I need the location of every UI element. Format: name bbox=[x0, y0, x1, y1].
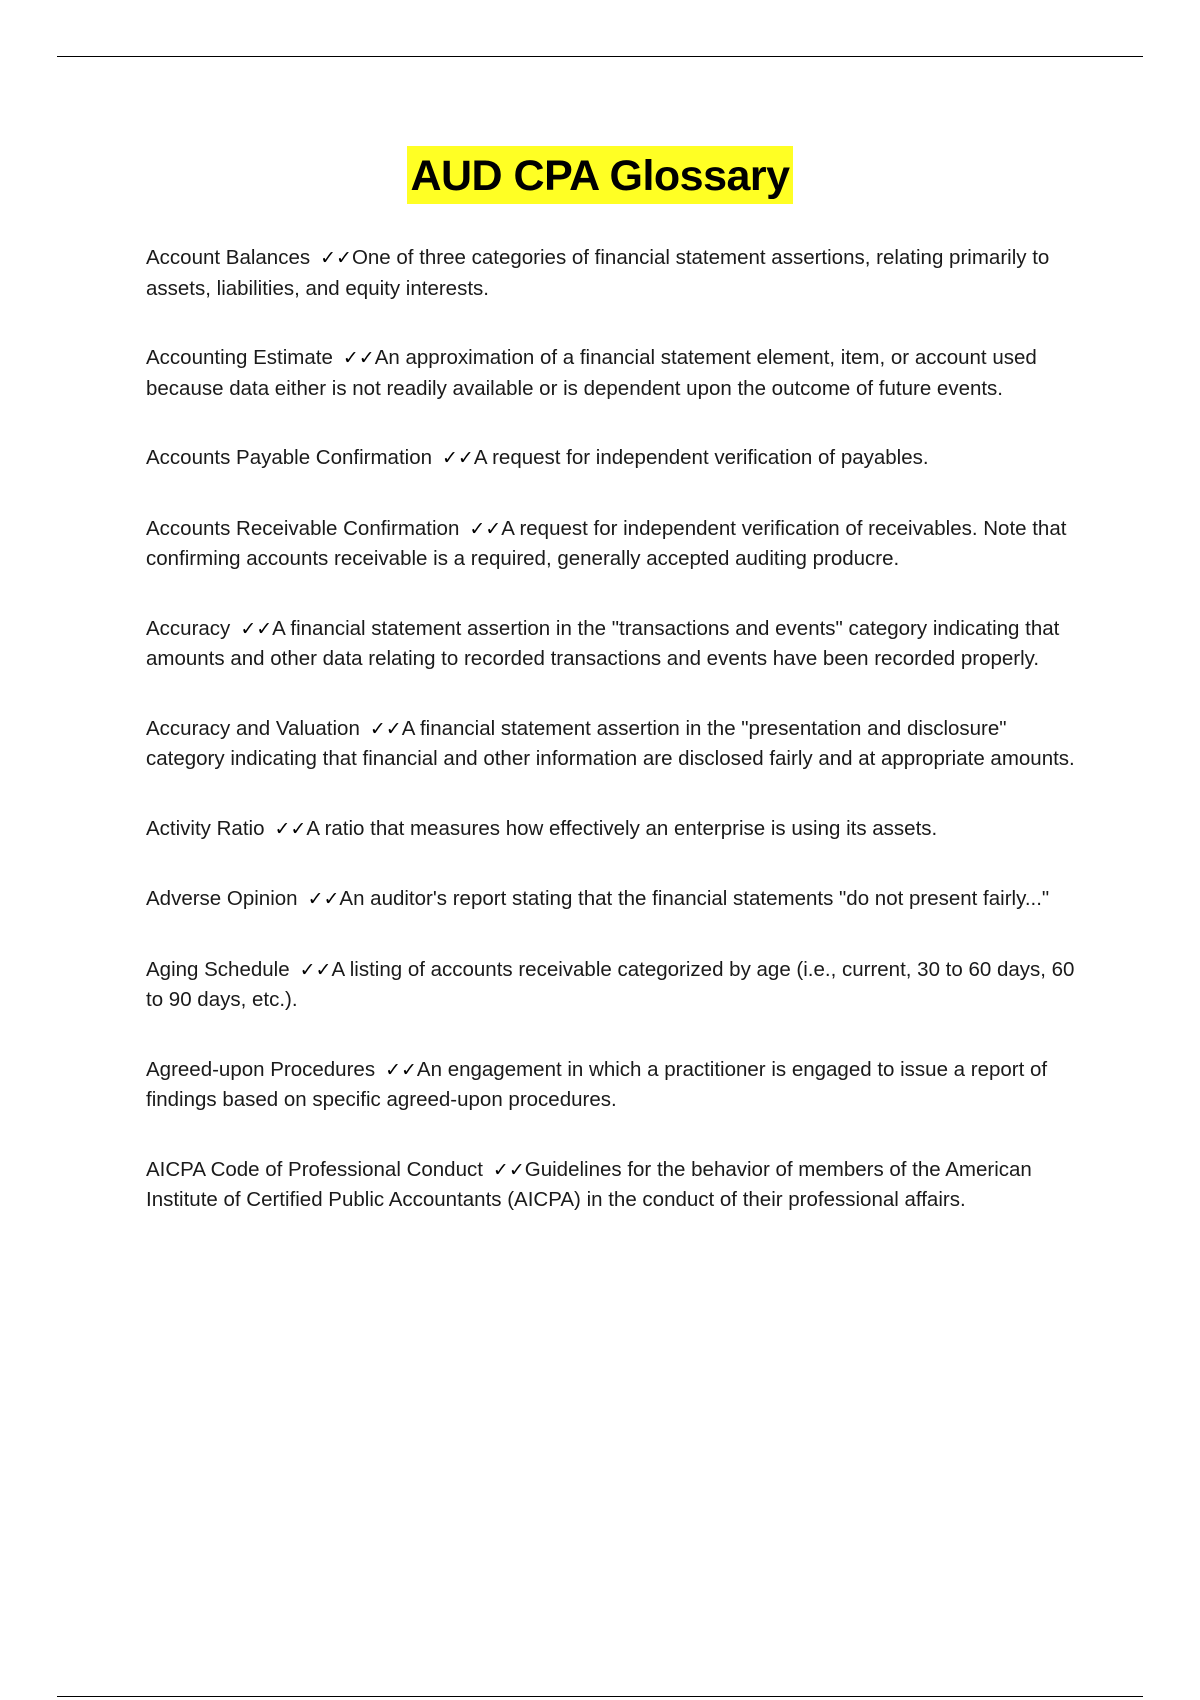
glossary-entry bbox=[146, 514, 1086, 574]
glossary-entry bbox=[146, 243, 1086, 303]
glossary-entry bbox=[146, 884, 1086, 915]
double-check-icon: ✓✓ bbox=[492, 1158, 525, 1181]
glossary-definition: Guidelines for the behavior of members of the American Institute of Certified Public Accountants (AICPA) in the conduct of their professional affairs. bbox=[146, 1157, 1032, 1211]
bottom-divider bbox=[57, 1696, 1143, 1697]
glossary-entry bbox=[146, 614, 1086, 674]
double-check-icon: ✓✓ bbox=[469, 517, 502, 540]
glossary-entry bbox=[146, 714, 1086, 774]
glossary-list bbox=[146, 243, 1086, 1255]
double-check-icon: ✓✓ bbox=[299, 958, 332, 981]
double-check-icon: ✓✓ bbox=[342, 347, 375, 369]
glossary-term: Aging Schedule bbox=[146, 957, 290, 981]
glossary-definition: An approximation of a financial statement element, item, or account used because data either is not readily available or is dependent upon the outcome of future events. bbox=[146, 346, 1037, 400]
glossary-entry bbox=[146, 443, 1086, 474]
glossary-term: Adverse Opinion bbox=[146, 887, 298, 910]
glossary-term: Accuracy bbox=[146, 616, 231, 640]
glossary-term: Accuracy and Valuation bbox=[146, 716, 360, 740]
glossary-term: AICPA Code of Professional Conduct bbox=[146, 1157, 483, 1181]
glossary-definition: One of three categories of financial statement assertions, relating primarily to assets, liabilities, and equity interests. bbox=[146, 246, 1050, 300]
double-check-icon: ✓✓ bbox=[307, 888, 340, 910]
glossary-definition: A ratio that measures how effectively an enterprise is using its assets. bbox=[306, 816, 938, 840]
glossary-term: Accounts Receivable Confirmation bbox=[146, 516, 460, 540]
glossary-entry bbox=[146, 1055, 1086, 1115]
double-check-icon: ✓✓ bbox=[240, 617, 273, 640]
glossary-term: Account Balances bbox=[146, 246, 311, 269]
glossary-entry bbox=[146, 343, 1086, 403]
double-check-icon: ✓✓ bbox=[369, 717, 402, 740]
glossary-definition: A request for independent verification of payables. bbox=[473, 446, 929, 469]
glossary-definition: A listing of accounts receivable categorized by age (i.e., current, 30 to 60 days, 60 to 90 days, etc.). bbox=[146, 957, 1075, 1011]
page-title: AUD CPA Glossary bbox=[407, 146, 792, 204]
double-check-icon: ✓✓ bbox=[442, 447, 474, 469]
glossary-entry bbox=[146, 1155, 1086, 1215]
top-divider bbox=[57, 56, 1143, 57]
double-check-icon: ✓✓ bbox=[274, 817, 307, 840]
glossary-term: Agreed-upon Procedures bbox=[146, 1057, 376, 1081]
glossary-definition: A financial statement assertion in the "transactions and events" category indicating that amounts and other data relating to recorded transactions and events have been recorded properly. bbox=[146, 616, 1060, 670]
glossary-definition: A financial statement assertion in the "presentation and disclosure" category indicating that financial and other information are disclosed fairly and at appropriate amounts. bbox=[146, 716, 1075, 770]
glossary-definition: An engagement in which a practitioner is engaged to issue a report of findings based on specific agreed-upon procedures. bbox=[146, 1057, 1048, 1111]
glossary-entry bbox=[146, 955, 1086, 1015]
double-check-icon: ✓✓ bbox=[320, 247, 352, 269]
double-check-icon: ✓✓ bbox=[385, 1058, 417, 1081]
glossary-entry bbox=[146, 814, 1086, 845]
glossary-term: Accounting Estimate bbox=[146, 346, 333, 369]
glossary-term: Accounts Payable Confirmation bbox=[146, 446, 433, 469]
glossary-definition: An auditor's report stating that the financial statements "do not present fairly..." bbox=[339, 887, 1050, 910]
glossary-term: Activity Ratio bbox=[146, 816, 265, 840]
title-container bbox=[0, 146, 1200, 204]
glossary-definition: A request for independent verification of receivables. Note that confirming accounts receivable is a required, generally accepted auditing producre. bbox=[146, 516, 1067, 570]
